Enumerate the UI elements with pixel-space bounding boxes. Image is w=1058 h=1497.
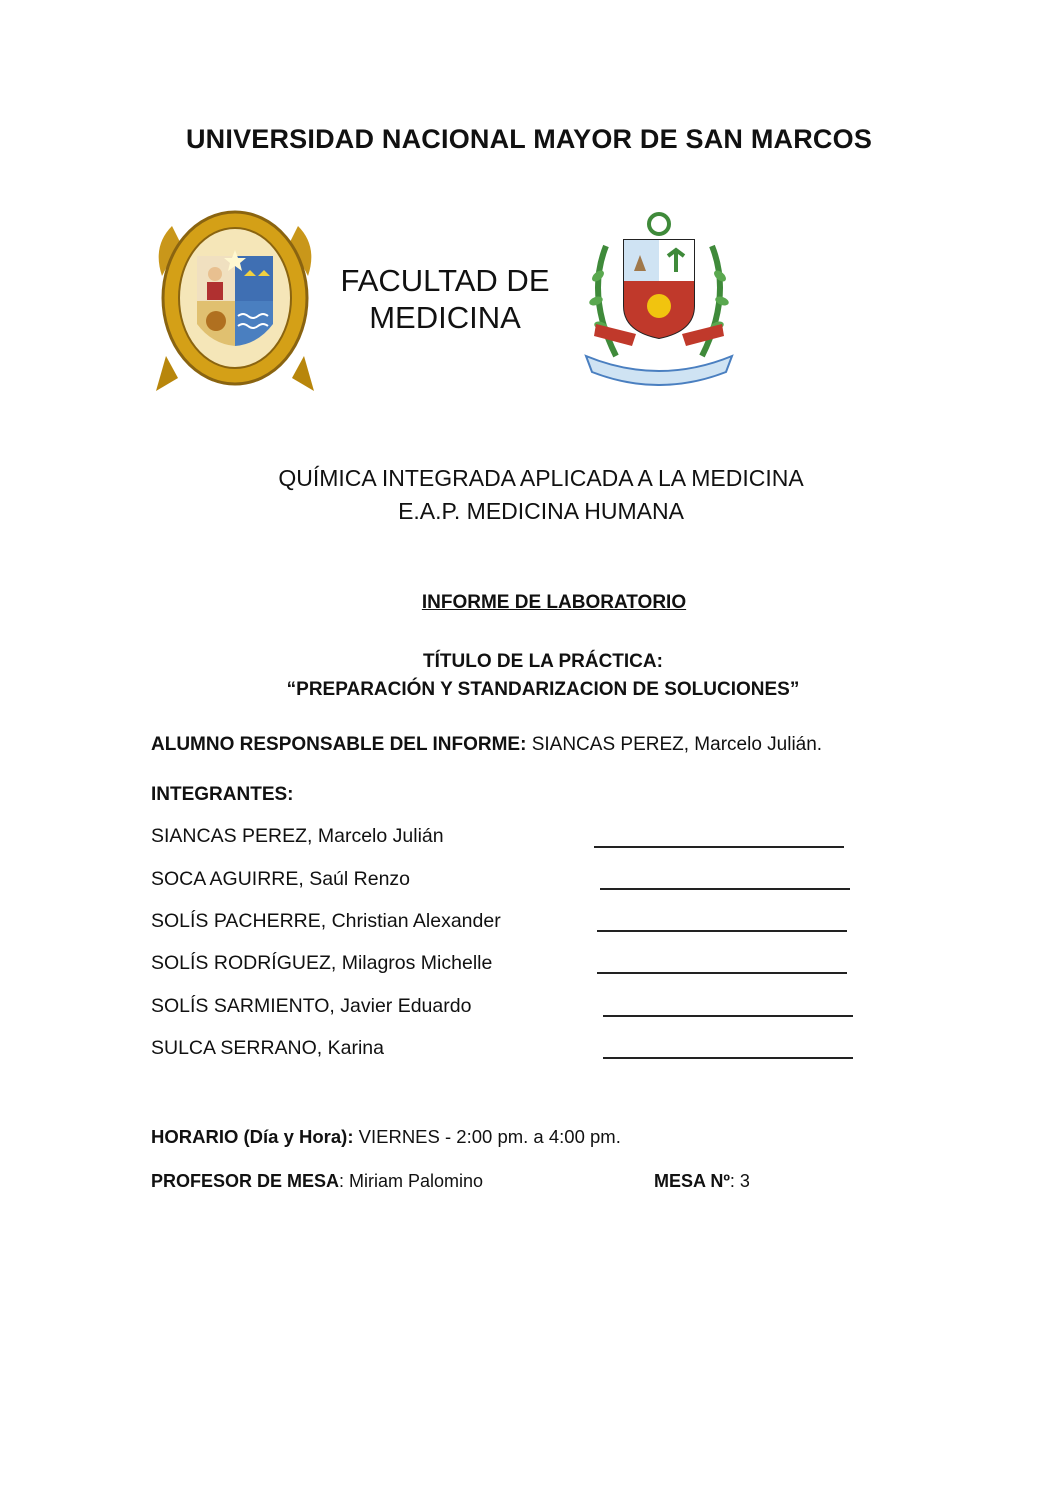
signature-line [597, 930, 847, 932]
member-name: SOLÍS RODRÍGUEZ, Milagros Michelle [151, 952, 493, 974]
peru-coat-of-arms-icon [576, 206, 742, 386]
faculty-title [320, 262, 570, 336]
signature-line [597, 972, 847, 974]
responsible-value: SIANCAS PEREZ, Marcelo Julián. [526, 734, 823, 755]
member-name: SOCA AGUIRRE, Saúl Renzo [151, 868, 411, 890]
signature-line [600, 888, 850, 890]
table-label: MESA Nº [654, 1171, 730, 1191]
schedule-label: HORARIO (Día y Hora): [151, 1126, 354, 1147]
course-block [12, 462, 1058, 528]
faculty-title-line2: MEDICINA [369, 300, 521, 335]
practice-title: “PREPARACIÓN Y STANDARIZACION DE SOLUCIONES” [286, 679, 800, 700]
member-name: SOLÍS PACHERRE, Christian Alexander [151, 910, 501, 932]
members-label: INTEGRANTES: [151, 784, 294, 805]
schedule-value: VIERNES - 2:00 pm. a 4:00 pm. [353, 1126, 621, 1147]
practice-title-label: TÍTULO DE LA PRÁCTICA: [423, 651, 663, 672]
practice-title-block [14, 648, 1058, 704]
member-name: SOLÍS SARMIENTO, Javier Eduardo [151, 995, 472, 1017]
table-number [654, 1171, 750, 1192]
course-name: QUÍMICA INTEGRADA APLICADA A LA MEDICINA [278, 465, 804, 491]
report-label: INFORME DE LABORATORIO [421, 592, 687, 613]
table-value: : 3 [729, 1171, 750, 1191]
school-name: E.A.P. MEDICINA HUMANA [398, 498, 684, 524]
professor [151, 1171, 483, 1192]
responsible-label: ALUMNO RESPONSABLE DEL INFORME: [151, 734, 527, 755]
member-name: SIANCAS PEREZ, Marcelo Julián [151, 825, 444, 847]
schedule [151, 1126, 621, 1148]
professor-value: : Miriam Palomino [339, 1171, 484, 1191]
responsible-student [151, 734, 822, 756]
signature-line [603, 1057, 853, 1059]
university-title: UNIVERSIDAD NACIONAL MAYOR DE SAN MARCOS [185, 124, 873, 154]
member-name: SULCA SERRANO, Karina [151, 1037, 385, 1059]
faculty-title-line1: FACULTAD DE [340, 263, 550, 298]
professor-label: PROFESOR DE MESA [151, 1171, 340, 1191]
university-seal-icon [152, 206, 318, 396]
signature-line [603, 1015, 853, 1017]
signature-line [594, 846, 844, 848]
